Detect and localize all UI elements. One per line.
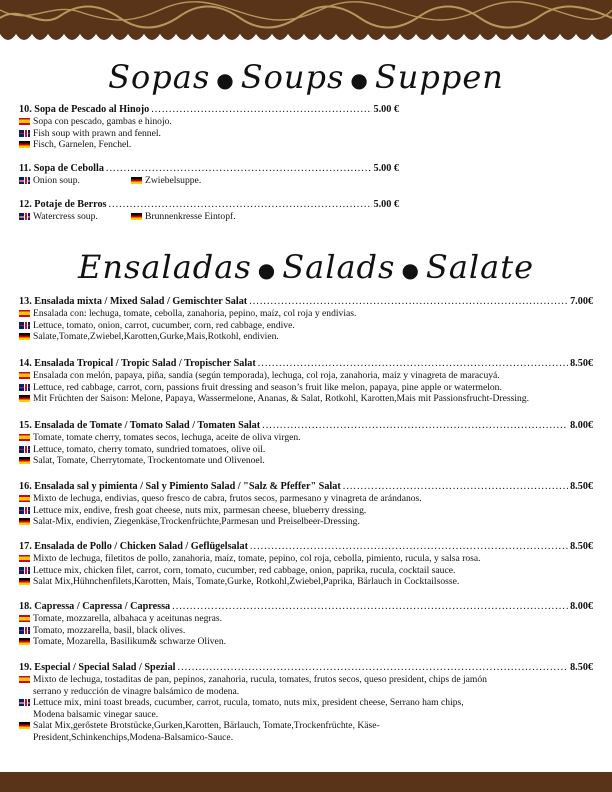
item-price: 8.00€ [570, 420, 593, 431]
description-es: Mixto de lechuga, filetitos de pollo, zanahoria, maíz, tomate, pepino, col roja, cebolla, pimiento, rucula, y salsa rosa. [33, 553, 481, 564]
title-word: Salads [282, 248, 396, 286]
spain-flag-icon [19, 372, 30, 379]
dot-leader [172, 600, 568, 613]
soups-section-title [0, 58, 612, 96]
bullet-separator: ● [350, 67, 369, 92]
item-name: 11. Sopa de Cebolla [19, 163, 104, 174]
germany-flag-icon [19, 638, 30, 645]
uk-flag-icon [19, 213, 30, 220]
description-de: Mit Früchten der Saison: Melone, Papaya, Wassermelone, Ananas, & Salat, Rotkohl, Karotten,Mais mit Passionsfrucht-Dressing. [33, 393, 529, 405]
spain-flag-icon [19, 310, 30, 317]
item-price: 8.50€ [570, 541, 593, 552]
description-de: Salat Mix,Hühnchenfilets,Karotten, Mais, Tomate,Gurke, Rotkohl,Zwiebel,Paprika, Bärlauch in Cocktailsosse. [33, 576, 460, 588]
menu-item [19, 357, 593, 405]
description-en: Lettuce mix, endive, fresh goat cheese, nuts mix, parmesan cheese, blueberry dressing. [33, 504, 367, 516]
menu-item [19, 103, 593, 151]
menu-item [19, 661, 593, 744]
description-de: Zwiebelsuppe. [145, 175, 202, 186]
uk-flag-icon [19, 446, 30, 453]
description-en: Tomato, mozzarella, basil, black olives. [33, 624, 186, 636]
item-price: 8.50€ [570, 662, 593, 673]
bullet-separator: ● [257, 257, 277, 282]
germany-flag-icon [19, 518, 30, 525]
dot-leader [178, 661, 569, 674]
germany-flag-icon [19, 395, 30, 402]
description-en: Lettuce, tomato, cherry tomato, sundried tomatoes, olive oil. [33, 443, 266, 455]
dot-leader [343, 480, 568, 493]
description-es: Sopa con pescado, gambas e hinojo. [33, 116, 172, 127]
salads-section-title [0, 248, 612, 286]
item-price: 8.00€ [570, 601, 593, 612]
bottom-border-bar [0, 772, 612, 792]
description-es: Ensalada con melón, papaya, piña, sandía (según temporada), lechuga, col roja, zanahoria, maíz y vinagreta de maracuyá. [33, 370, 500, 381]
bullet-separator: ● [401, 257, 420, 282]
description-de: Tomate, Mozarella, Basilikum& schwarze Oliven. [33, 636, 227, 648]
dot-leader [258, 357, 568, 370]
dot-leader [262, 419, 568, 432]
uk-flag-icon [19, 177, 30, 184]
uk-flag-icon [19, 627, 30, 634]
menu-item [19, 419, 593, 467]
menu-item [19, 295, 593, 343]
title-word: Salate [425, 248, 534, 286]
dot-leader [249, 295, 568, 308]
bullet-separator: ● [216, 67, 235, 92]
menu-item [19, 198, 593, 223]
item-price: 5.00 € [373, 104, 399, 115]
ornamental-top-border [0, 0, 612, 46]
menu-item [19, 600, 593, 648]
germany-flag-icon [19, 722, 30, 729]
menu-item [19, 162, 593, 187]
title-word: Sopas [108, 58, 211, 96]
menu-item [19, 540, 593, 588]
dot-leader [151, 103, 371, 116]
description-de: Fisch, Garnelen, Fenchel. [33, 139, 132, 151]
description-es: Tomate, tomate cherry, tomates secos, lechuga, aceite de oliva virgen. [33, 432, 301, 443]
description-es: Mixto de lechuga, endivias, queso fresco de cabra, frutos secos, parmesano y vinagreta de arándanos. [33, 493, 422, 504]
item-price: 8.50€ [570, 481, 593, 492]
description-en: Lettuce mix, chicken filet, carrot, corn, tomato, cucumber, red cabbage, onion, paprika, rucula, cocktail sauce. [33, 564, 456, 576]
description-en: Fish soup with prawn and fennel. [33, 127, 161, 139]
description-en: Lettuce, tomato, onion, carrot, cucumber, corn, red cabbage, endive. [33, 319, 295, 331]
germany-flag-icon [19, 578, 30, 585]
germany-flag-icon [131, 213, 142, 220]
germany-flag-icon [19, 141, 30, 148]
description-de: Salat, Tomate, Cherrytomate, Trockentomate und Olivenoel. [33, 455, 265, 467]
item-name: 12. Potaje de Berros [19, 199, 107, 210]
item-price: 5.00 € [373, 163, 399, 174]
uk-flag-icon [19, 699, 30, 706]
description-es: Mixto de lechuga, tostaditas de pan, pepinos, zanahoria, rucula, tomates, frutos secos, queso president, chips de jamón serrano y reducción de vinagre balsámico de modena. [33, 674, 487, 697]
title-word: Ensaladas [78, 248, 252, 286]
description-en: Watercress soup. [33, 211, 98, 222]
item-name: 19. Especial / Special Salad / Spezial [19, 662, 176, 673]
item-price: 8.50€ [570, 358, 593, 369]
item-name: 18. Capressa / Capressa / Capressa [19, 601, 171, 612]
uk-flag-icon [19, 130, 30, 137]
description-en: Lettuce, red cabbage, carrot, corn, passions fruit dressing and season’s fruit like melon, papaya, pine apple or watermelon. [33, 381, 502, 393]
item-name: 17. Ensalada de Pollo / Chicken Salad / Geflügelsalat [19, 541, 248, 552]
uk-flag-icon [19, 322, 30, 329]
item-name: 10. Sopa de Pescado al Hinojo [19, 104, 150, 115]
uk-flag-icon [19, 567, 30, 574]
dot-leader [109, 198, 372, 211]
title-word: Soups [240, 58, 345, 96]
description-de: Salat Mix,gerőstete Brotstücke,Gurken,Karotten, Bärlauch, Tomate,Trockenfrüchte, Käse-President,Schinkenchips,Modena-Balsamico-Sauce. [33, 720, 380, 743]
uk-flag-icon [19, 384, 30, 391]
item-name: 14. Ensalada Tropical / Tropic Salad / Tropischer Salat [19, 358, 256, 369]
item-name: 15. Ensalada de Tomate / Tomato Salad / Tomaten Salat [19, 420, 261, 431]
description-en: Onion soup. [33, 175, 80, 186]
title-word: Suppen [374, 58, 504, 96]
item-name: 13. Ensalada mixta / Mixed Salad / Gemischter Salat [19, 296, 248, 307]
spain-flag-icon [19, 118, 30, 125]
dot-leader [106, 162, 372, 175]
description-de: Salat-Mix, endivien, Ziegenkäse,Trockenfrüchte,Parmesan und Preiselbeer-Dressing. [33, 516, 360, 528]
item-name: 16. Ensalada sal y pimienta / Sal y Pimiento Salad / "Salz & Pfeffer" Salat [19, 481, 341, 492]
uk-flag-icon [19, 507, 30, 514]
description-de: Brunnenkresse Eintopf. [145, 211, 236, 222]
spain-flag-icon [19, 615, 30, 622]
spain-flag-icon [19, 676, 30, 683]
dot-leader [250, 540, 568, 553]
description-de: Salate,Tomate,Zwiebel,Karotten,Gurke,Mais,Rotkohl, endivien. [33, 331, 279, 343]
spain-flag-icon [19, 495, 30, 502]
menu-item [19, 480, 593, 528]
item-price: 7.00€ [570, 296, 593, 307]
item-price: 5.00 € [373, 199, 399, 210]
germany-flag-icon [19, 457, 30, 464]
spain-flag-icon [19, 555, 30, 562]
germany-flag-icon [19, 333, 30, 340]
description-en: Lettuce mix, mini toast breads, cucumber, carrot, rucula, tomato, nuts mix, president cheese, Serrano ham chips, Modena balsamic vinegar sauce. [33, 697, 464, 720]
description-es: Tomate, mozzarella, albahaca y aceitunas negras. [33, 613, 222, 624]
spain-flag-icon [19, 434, 30, 441]
germany-flag-icon [131, 177, 142, 184]
description-es: Ensalada con: lechuga, tomate, cebolla, zanahoria, pepino, maíz, col roja y endivias. [33, 308, 357, 319]
